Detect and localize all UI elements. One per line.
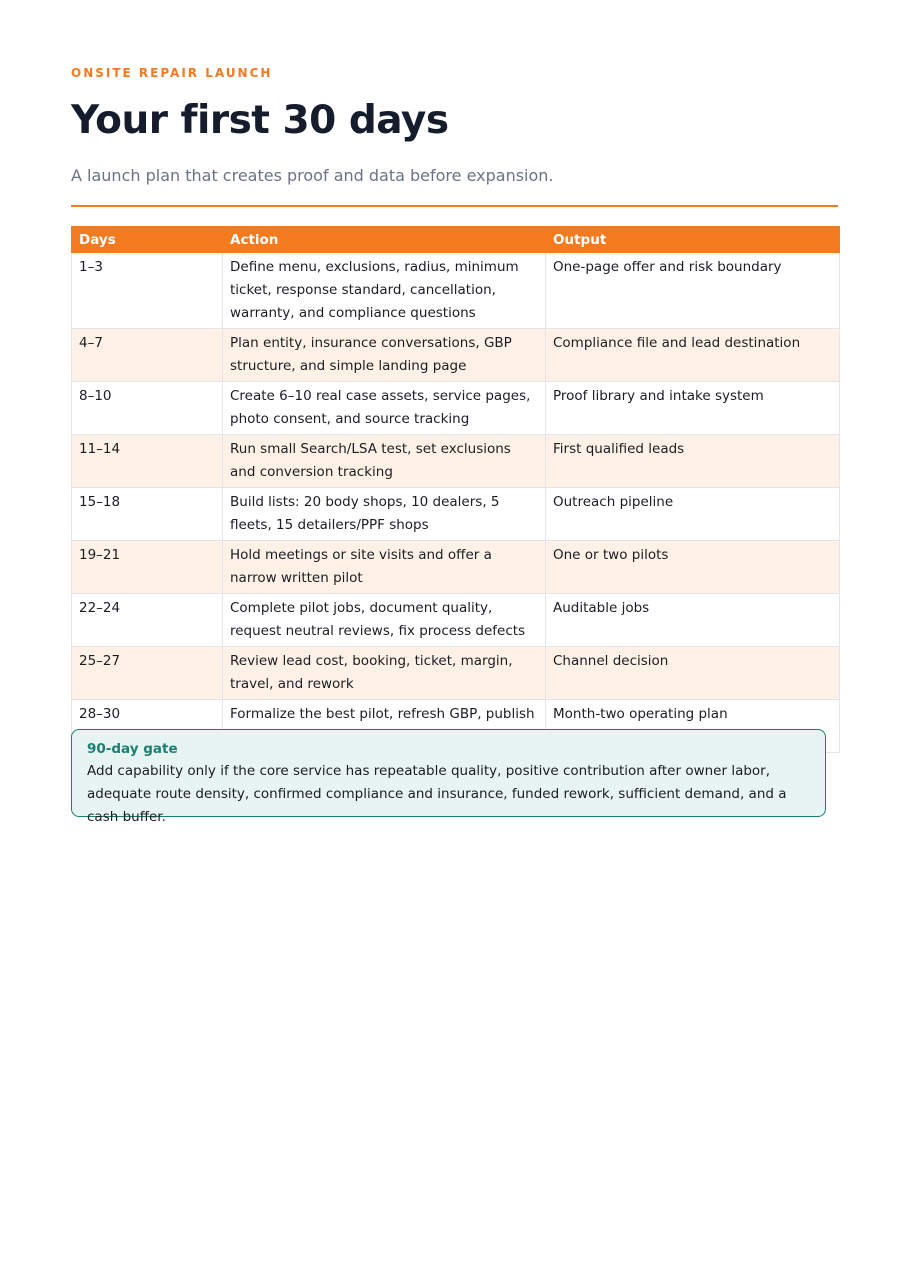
table-row: [72, 329, 840, 382]
output-cell: One-page offer and risk boundary: [546, 253, 840, 329]
launch-plan-table: [71, 226, 840, 753]
action-cell: Create 6–10 real case assets, service pages, photo consent, and source tracking: [223, 382, 546, 435]
output-cell: Channel decision: [546, 647, 840, 700]
action-cell: Complete pilot jobs, document quality, request neutral reviews, fix process defects: [223, 594, 546, 647]
days-cell: 8–10: [72, 382, 223, 435]
days-cell: 11–14: [72, 435, 223, 488]
days-cell: 28–30: [72, 700, 223, 753]
output-cell: Outreach pipeline: [546, 488, 840, 541]
table-row: [72, 594, 840, 647]
days-cell: 15–18: [72, 488, 223, 541]
action-cell: Define menu, exclusions, radius, minimum ticket, response standard, cancellation, warranty, and compliance questions: [223, 253, 546, 329]
table-row: [72, 541, 840, 594]
output-cell: Proof library and intake system: [546, 382, 840, 435]
table-row: [72, 253, 840, 329]
output-cell: Month-two operating plan: [546, 700, 840, 753]
column-header-output: Output: [546, 227, 840, 253]
action-cell: Formalize the best pilot, refresh GBP, publish: [223, 700, 546, 753]
eyebrow-label: ONSITE REPAIR LAUNCH: [71, 66, 273, 80]
page-subtitle: A launch plan that creates proof and data before expansion.: [71, 166, 554, 185]
days-cell: 4–7: [72, 329, 223, 382]
days-cell: 25–27: [72, 647, 223, 700]
days-cell: 22–24: [72, 594, 223, 647]
action-cell: Run small Search/LSA test, set exclusions and conversion tracking: [223, 435, 546, 488]
page-title: Your first 30 days: [71, 98, 449, 143]
table-row: [72, 647, 840, 700]
output-cell: One or two pilots: [546, 541, 840, 594]
output-cell: First qualified leads: [546, 435, 840, 488]
table-row: [72, 382, 840, 435]
gate-body: Add capability only if the core service has repeatable quality, positive contribution after owner labor, adequate route density, confirmed compliance and insurance, funded rework, sufficient demand, and a cash buffer.: [87, 763, 787, 825]
header-divider: [71, 205, 838, 207]
output-cell: Auditable jobs: [546, 594, 840, 647]
action-cell: Hold meetings or site visits and offer a narrow written pilot: [223, 541, 546, 594]
column-header-action: Action: [223, 227, 546, 253]
column-header-days: Days: [72, 227, 223, 253]
action-cell: Build lists: 20 body shops, 10 dealers, 5 fleets, 15 detailers/PPF shops: [223, 488, 546, 541]
action-cell: Review lead cost, booking, ticket, margin, travel, and rework: [223, 647, 546, 700]
table-row: [72, 488, 840, 541]
table-row: [72, 435, 840, 488]
days-cell: 19–21: [72, 541, 223, 594]
action-cell: Plan entity, insurance conversations, GBP structure, and simple landing page: [223, 329, 546, 382]
table-header-row: [72, 227, 840, 253]
ninety-day-gate-callout: [71, 729, 826, 825]
gate-title: 90-day gate: [87, 741, 178, 757]
days-cell: 1–3: [72, 253, 223, 329]
output-cell: Compliance file and lead destination: [546, 329, 840, 382]
